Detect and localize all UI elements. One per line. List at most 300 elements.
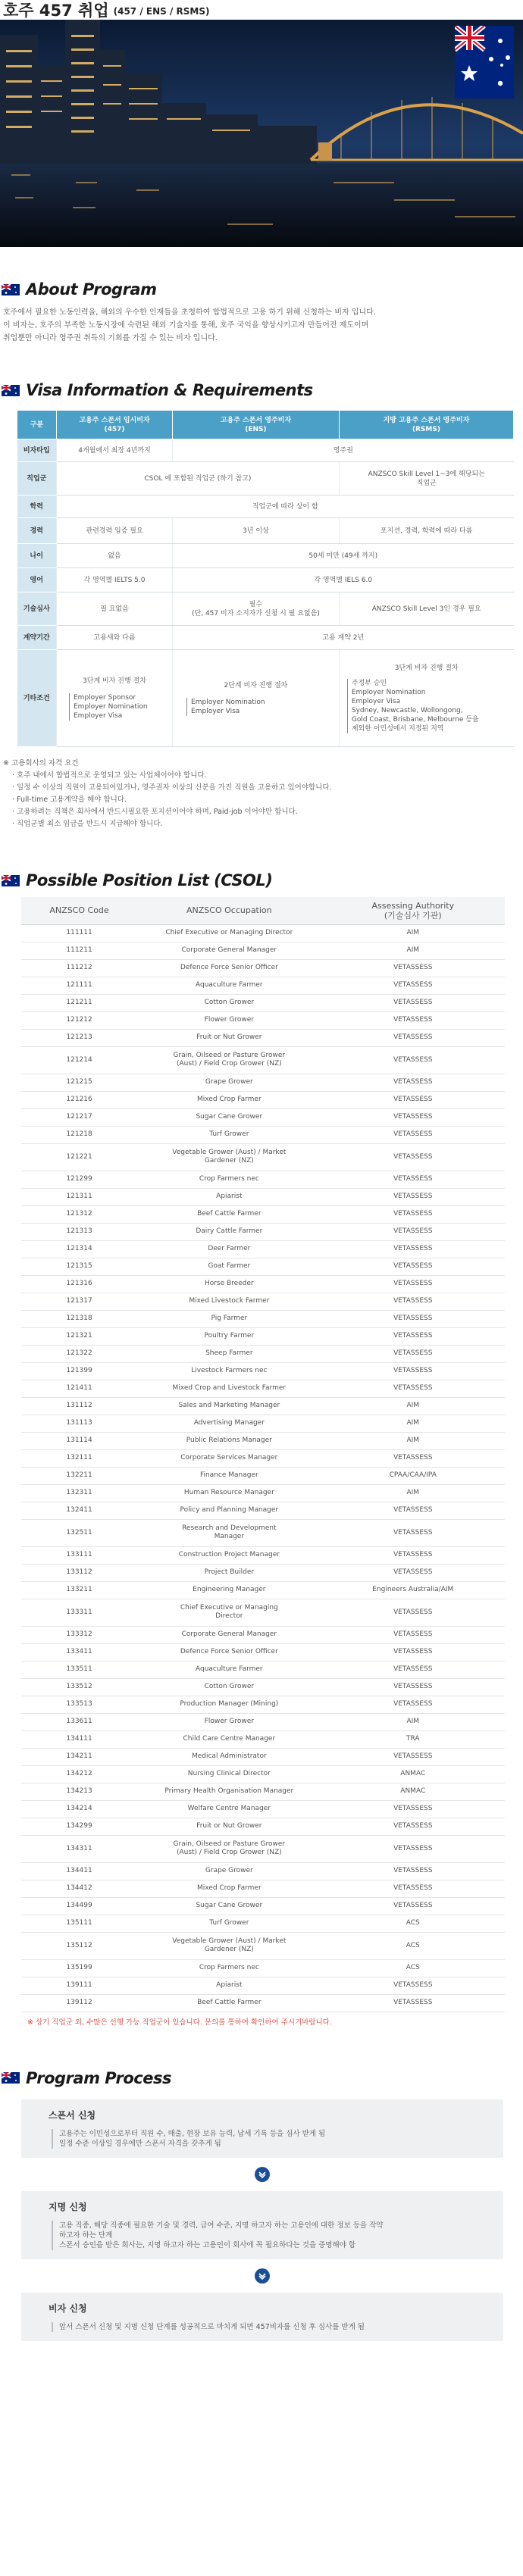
australian-flag-small-icon	[2, 385, 20, 396]
table-row	[21, 1932, 505, 1959]
cell-occupation: Grape Grower	[137, 1074, 321, 1091]
table-row	[21, 1362, 505, 1380]
cell-occupation: Crop Farmers nec	[137, 1171, 321, 1188]
cell-authority: VETASSESS	[321, 1011, 505, 1029]
cell-code: 131114	[21, 1432, 137, 1449]
table-row	[21, 1074, 505, 1091]
about-description	[0, 306, 523, 345]
cell-code: 133511	[21, 1661, 137, 1678]
step-arrow	[21, 2259, 503, 2293]
sydney-night-skyline-illustration	[0, 20, 523, 247]
cell-code: 121214	[21, 1046, 137, 1074]
visa-title: Visa Information & Requirements	[26, 381, 313, 399]
page-title: 호주 457 취업	[3, 2, 109, 20]
cell-authority: ACS	[321, 1915, 505, 1932]
cell-occupation: Construction Project Manager	[137, 1546, 321, 1564]
notes-item: · 호주 내에서 합법적으로 운영되고 있는 사업체이어야 합니다.	[12, 771, 207, 780]
procedure-item: Gold Coast, Brisbane, Melbourne 등을	[351, 715, 479, 724]
cell-authority: VETASSESS	[321, 1564, 505, 1581]
cell-occupation: Medical Administrator	[137, 1748, 321, 1765]
cell-code: 121322	[21, 1345, 137, 1362]
cell-authority: VETASSESS	[321, 1171, 505, 1188]
hero-image	[0, 20, 523, 247]
cell-authority: ACS	[321, 1959, 505, 1977]
table-row	[21, 942, 505, 959]
table-row	[21, 1415, 505, 1432]
cell-code: 133512	[21, 1678, 137, 1696]
cell-code: 121217	[21, 1108, 137, 1126]
visa-row-contract	[17, 626, 514, 650]
cell-authority: VETASSESS	[321, 1748, 505, 1765]
cell-ens: 3년 이상	[173, 518, 340, 544]
table-row	[21, 1661, 505, 1678]
table-row	[21, 1046, 505, 1074]
csol-title: Possible Position List (CSOL)	[26, 871, 273, 889]
cell-authority: VETASSESS	[321, 1643, 505, 1661]
cell-authority: VETASSESS	[321, 1126, 505, 1143]
row-label: 직업군	[17, 462, 57, 496]
cell-authority: VETASSESS	[321, 1502, 505, 1519]
cell-occupation: Livestock Farmers nec	[137, 1362, 321, 1380]
cell-code: 131113	[21, 1415, 137, 1432]
cell-code: 132511	[21, 1519, 137, 1546]
csol-table-body	[21, 924, 505, 2012]
cell-occupation: Turf Grower	[137, 1915, 321, 1932]
table-row	[21, 1748, 505, 1765]
col-header-authority: Assessing Authority (기술심사 기관)	[321, 897, 505, 924]
csol-heading	[0, 871, 523, 889]
cell-ens-rsms: 영주권	[173, 439, 514, 462]
cell-occupation: Mixed Crop Farmer	[137, 1880, 321, 1897]
table-row	[21, 1029, 505, 1046]
cell-457-ens: CSOL 에 포함된 직업군 (하기 참고)	[57, 462, 340, 496]
procedure-item: 제외한 이민성에서 지정된 지역	[351, 724, 444, 733]
table-row	[21, 1626, 505, 1643]
table-row	[21, 1449, 505, 1467]
cell-code: 121215	[21, 1074, 137, 1091]
col-header-ens: 고용주 스폰서 영주비자 (ENS)	[173, 411, 340, 439]
step-body	[52, 2221, 490, 2250]
cell-occupation: Poultry Farmer	[137, 1327, 321, 1345]
table-row	[21, 1599, 505, 1626]
cell-ens: 필수 (단, 457 비자 소지자가 신청 시 필 요없음)	[173, 592, 340, 626]
table-row	[21, 1897, 505, 1915]
cell-authority: VETASSESS	[321, 1835, 505, 1862]
cell-occupation: Grape Grower	[137, 1862, 321, 1880]
table-row	[21, 1091, 505, 1108]
cell-code: 135112	[21, 1932, 137, 1959]
table-row	[21, 1223, 505, 1240]
table-row	[21, 1994, 505, 2012]
cell-authority: VETASSESS	[321, 1818, 505, 1835]
cell-code: 121218	[21, 1126, 137, 1143]
cell-authority: VETASSESS	[321, 1362, 505, 1380]
visa-row-occupation	[17, 462, 514, 496]
cell-authority: VETASSESS	[321, 1223, 505, 1240]
process-steps	[0, 2099, 523, 2341]
cell-occupation: Research and Development Manager	[137, 1519, 321, 1546]
table-row	[21, 1643, 505, 1661]
about-line: 취업뿐만 아니라 영주권 취득의 기회를 가질 수 있는 비자 입니다.	[3, 334, 218, 342]
cell-occupation: Sugar Cane Grower	[137, 1108, 321, 1126]
table-row	[21, 1564, 505, 1581]
table-row	[21, 1581, 505, 1599]
cell-code: 133311	[21, 1599, 137, 1626]
row-label: 비자타입	[17, 439, 57, 462]
cell-code: 121321	[21, 1327, 137, 1345]
cell-occupation: Beef Cattle Farmer	[137, 1994, 321, 2012]
cell-authority: VETASSESS	[321, 1091, 505, 1108]
cell-occupation: Mixed Crop Farmer	[137, 1091, 321, 1108]
cell-authority: VETASSESS	[321, 959, 505, 977]
cell-authority: VETASSESS	[321, 1626, 505, 1643]
cell-authority: VETASSESS	[321, 1293, 505, 1310]
cell-authority: VETASSESS	[321, 1519, 505, 1546]
cell-authority: VETASSESS	[321, 1800, 505, 1818]
table-row	[21, 1546, 505, 1564]
cell-457: 고용새와 다름	[57, 626, 173, 650]
cell-code: 134214	[21, 1800, 137, 1818]
cell-authority: VETASSESS	[321, 1310, 505, 1327]
step-line: 앞서 스폰서 신청 및 지명 신청 단계를 성공적으로 마치게 되면 457비자를 신청 후 심사를 받게 됨	[59, 2322, 365, 2331]
cell-occupation: Finance Manager	[137, 1467, 321, 1484]
cell-code: 134412	[21, 1880, 137, 1897]
cell-authority: VETASSESS	[321, 1897, 505, 1915]
cell-code: 133513	[21, 1696, 137, 1713]
table-row	[21, 1765, 505, 1783]
cell-457	[57, 650, 173, 747]
table-row	[21, 1327, 505, 1345]
cell-code: 121111	[21, 977, 137, 994]
table-row	[21, 1502, 505, 1519]
cell-authority: VETASSESS	[321, 1661, 505, 1678]
cell-authority: VETASSESS	[321, 1275, 505, 1293]
cell-code: 135199	[21, 1959, 137, 1977]
row-label: 경력	[17, 518, 57, 544]
cell-authority: AIM	[321, 942, 505, 959]
cell-authority: VETASSESS	[321, 1345, 505, 1362]
cell-457: 4개월에서 최장 4년까지	[57, 439, 173, 462]
cell-code: 111212	[21, 959, 137, 977]
table-row	[21, 1205, 505, 1223]
australian-flag-small-icon	[2, 284, 20, 295]
cell-occupation: Welfare Centre Manager	[137, 1800, 321, 1818]
cell-code: 132111	[21, 1449, 137, 1467]
procedure-item: Sydney, Newcastle, Wollongong,	[351, 706, 463, 714]
table-row	[21, 1977, 505, 1994]
cell-ens-rsms: 50세 미만 (49세 까지)	[173, 544, 514, 568]
notes-item: · 직업군별 최소 임금을 반드시 지급해야 합니다.	[12, 820, 163, 828]
cell-occupation: Turf Grower	[137, 1126, 321, 1143]
table-row	[21, 1293, 505, 1310]
csol-header-row	[21, 897, 505, 924]
cell-occupation: Fruit or Nut Grower	[137, 1029, 321, 1046]
cell-occupation: Fruit or Nut Grower	[137, 1818, 321, 1835]
cell-code: 134299	[21, 1818, 137, 1835]
process-step-sponsor	[21, 2099, 503, 2158]
step-line: 스폰서 승인을 받은 회사는, 지명 하고자 하는 고용인이 회사에 꼭 필요하다는 것을 증명해야 함	[59, 2240, 356, 2249]
cell-authority: ANMAC	[321, 1765, 505, 1783]
cell-authority: VETASSESS	[321, 1205, 505, 1223]
visa-row-other	[17, 650, 514, 747]
cell-authority: ANMAC	[321, 1783, 505, 1800]
cell-authority: VETASSESS	[321, 977, 505, 994]
cell-code: 121317	[21, 1293, 137, 1310]
cell-authority: ACS	[321, 1932, 505, 1959]
cell-occupation: Child Care Centre Manager	[137, 1730, 321, 1748]
cell-code: 134211	[21, 1748, 137, 1765]
process-heading	[0, 2069, 523, 2087]
procedure-list	[186, 698, 334, 716]
cell-occupation: Flower Grower	[137, 1011, 321, 1029]
cell-authority: CPAA/CAA/IPA	[321, 1467, 505, 1484]
process-step-nomination	[21, 2191, 503, 2259]
cell-code: 139111	[21, 1977, 137, 1994]
cell-code: 134111	[21, 1730, 137, 1748]
notes-item: · 고용하려는 직책은 회사에서 반드시필요한 포지션이어야 하며, Paid-job 이어야만 합니다.	[12, 808, 298, 816]
table-row	[21, 994, 505, 1011]
cell-occupation: Cotton Grower	[137, 994, 321, 1011]
cell-code: 133611	[21, 1713, 137, 1730]
cell-code: 121318	[21, 1310, 137, 1327]
cell-rsms	[339, 650, 513, 747]
cell-authority: AIM	[321, 1484, 505, 1502]
table-row	[21, 1188, 505, 1205]
col-header-rsms: 지방 고용주 스폰서 영주비자 (RSMS)	[339, 411, 513, 439]
cell-code: 132411	[21, 1502, 137, 1519]
table-row	[21, 1519, 505, 1546]
cell-occupation: Corporate Services Manager	[137, 1449, 321, 1467]
cell-occupation: Pig Farmer	[137, 1310, 321, 1327]
table-row	[21, 1880, 505, 1897]
table-row	[21, 1713, 505, 1730]
table-row	[21, 1345, 505, 1362]
cell-occupation: Beef Cattle Farmer	[137, 1205, 321, 1223]
cell-occupation: Dairy Cattle Farmer	[137, 1223, 321, 1240]
procedure-item: Employer Sponsor	[74, 693, 136, 702]
cell-occupation: Production Manager (Mining)	[137, 1696, 321, 1713]
cell-code: 133411	[21, 1643, 137, 1661]
visa-row-age	[17, 544, 514, 568]
cell-authority: VETASSESS	[321, 1546, 505, 1564]
cell-occupation: Goat Farmer	[137, 1258, 321, 1275]
cell-authority: VETASSESS	[321, 1240, 505, 1258]
cell-occupation: Corporate General Manager	[137, 942, 321, 959]
notes-heading: ※ 고용회사의 자격 요건	[3, 759, 79, 767]
visa-row-english	[17, 568, 514, 592]
cell-code: 121211	[21, 994, 137, 1011]
table-row	[21, 1959, 505, 1977]
step-arrow	[21, 2158, 503, 2191]
cell-authority: VETASSESS	[321, 1862, 505, 1880]
cell-occupation: Flower Grower	[137, 1713, 321, 1730]
chevron-down-icon	[255, 2268, 270, 2284]
table-row	[21, 1484, 505, 1502]
table-row	[21, 1467, 505, 1484]
visa-table-header-row	[17, 411, 514, 439]
cell-457: 필 요없음	[57, 592, 173, 626]
cell-occupation: Defence Force Senior Officer	[137, 1643, 321, 1661]
step-body	[52, 2129, 490, 2149]
cell-code: 121213	[21, 1029, 137, 1046]
cell-code: 121411	[21, 1380, 137, 1397]
table-row	[21, 1432, 505, 1449]
table-row	[21, 1800, 505, 1818]
cell-occupation: Vegetable Grower (Aust) / Market Gardener (NZ)	[137, 1932, 321, 1959]
col-header-category: 구분	[17, 411, 57, 439]
about-line: 호주에서 필요한 노동인력을, 해외의 우수한 인재들을 초청하여 합법적으로 고용 하기 위해 신청하는 비자 입니다.	[3, 308, 377, 317]
table-row	[21, 1258, 505, 1275]
cell-authority: VETASSESS	[321, 1143, 505, 1171]
step-line: 고용주는 이민성으로부터 직원 수, 매출, 현장 보유 능력, 납세 기록 등을 심사 받게 됨	[59, 2129, 326, 2138]
step-line: 하고자 하는 단계	[59, 2231, 113, 2240]
cell-rsms: ANZSCO Skill Level 1~3에 해당되는 직업군	[339, 462, 513, 496]
col-header-code: ANZSCO Code	[21, 897, 137, 924]
procedure-item: Employer Nomination	[74, 702, 148, 711]
cell-occupation: Policy and Planning Manager	[137, 1502, 321, 1519]
table-row	[21, 1310, 505, 1327]
cell-occupation: Vegetable Grower (Aust) / Market Gardener (NZ)	[137, 1143, 321, 1171]
cell-authority: VETASSESS	[321, 1599, 505, 1626]
cell-457: 관련경력 입증 필요	[57, 518, 173, 544]
cell-457: 각 영역별 IELTS 5.0	[57, 568, 173, 592]
cell-occupation: Human Resource Manager	[137, 1484, 321, 1502]
col-header-occupation: ANZSCO Occupation	[137, 897, 321, 924]
cell-authority: VETASSESS	[321, 1046, 505, 1074]
cell-occupation: Nursing Clinical Director	[137, 1765, 321, 1783]
about-title: About Program	[26, 280, 157, 299]
cell-code: 121299	[21, 1171, 137, 1188]
cell-code: 134213	[21, 1783, 137, 1800]
table-row	[21, 924, 505, 942]
cell-authority: AIM	[321, 1415, 505, 1432]
csol-note: ※ 상기 직업군 외, 수많은 선행 가능 직업군이 있습니다. 문의를 통하여 확인하여 주시기바랍니다.	[27, 2018, 332, 2027]
cell-code: 132211	[21, 1467, 137, 1484]
cell-occupation: Apiarist	[137, 1977, 321, 1994]
cell-code: 134499	[21, 1897, 137, 1915]
cell-authority: TRA	[321, 1730, 505, 1748]
cell-occupation: Aquaculture Farmer	[137, 1661, 321, 1678]
cell-occupation: Grain, Oilseed or Pasture Grower (Aust) / Field Crop Grower (NZ)	[137, 1046, 321, 1074]
about-line: 이 비자는, 호주의 부족한 노동시장에 숙련된 해외 기술자를 통해, 호주 국익을 향상시키고자 만들어진 제도이며	[3, 321, 369, 330]
row-label: 기술심사	[17, 592, 57, 626]
row-label: 나이	[17, 544, 57, 568]
employer-requirements-notes	[0, 747, 523, 830]
cell-ens-rsms: 고용 계약 2년	[173, 626, 514, 650]
cell-code: 121216	[21, 1091, 137, 1108]
cell-authority: Engineers Australia/AIM	[321, 1581, 505, 1599]
visa-row-education	[17, 496, 514, 518]
cell-authority: VETASSESS	[321, 994, 505, 1011]
australian-flag-small-icon	[2, 2072, 20, 2084]
chevron-down-icon	[255, 2167, 270, 2182]
visa-row-type	[17, 439, 514, 462]
cell-rsms: ANZSCO Skill Level 3인 경우 필요	[339, 592, 513, 626]
cell-occupation: Apiarist	[137, 1188, 321, 1205]
step-body	[52, 2322, 490, 2332]
cell-authority: VETASSESS	[321, 1977, 505, 1994]
col-header-457: 고용주 스폰서 임시비자 (457)	[57, 411, 173, 439]
cell-occupation: Primary Health Organisation Manager	[137, 1783, 321, 1800]
cell-ens-rsms: 각 영역별 IELS 6.0	[173, 568, 514, 592]
cell-authority: VETASSESS	[321, 1327, 505, 1345]
table-row	[21, 1818, 505, 1835]
cell-code: 121312	[21, 1205, 137, 1223]
cell-code: 133111	[21, 1546, 137, 1564]
cell-code: 121314	[21, 1240, 137, 1258]
procedure-heading: 2단계 비자 진행 절차	[224, 681, 288, 689]
cell-authority: VETASSESS	[321, 1994, 505, 2012]
cell-code: 121212	[21, 1011, 137, 1029]
process-step-visa	[21, 2293, 503, 2341]
row-label: 영어	[17, 568, 57, 592]
cell-code: 134411	[21, 1862, 137, 1880]
cell-occupation: Sugar Cane Grower	[137, 1897, 321, 1915]
step-line: 일정 수준 이상일 경우에만 스폰서 자격을 갖추게 됨	[59, 2139, 221, 2148]
cell-code: 139112	[21, 1994, 137, 2012]
cell-authority: VETASSESS	[321, 1880, 505, 1897]
cell-occupation: Chief Executive or Managing Director	[137, 1599, 321, 1626]
cell-code: 134311	[21, 1835, 137, 1862]
cell-code: 135111	[21, 1915, 137, 1932]
cell-code: 134212	[21, 1765, 137, 1783]
step-title: 비자 신청	[49, 2302, 87, 2314]
cell-code: 111211	[21, 942, 137, 959]
table-row	[21, 977, 505, 994]
cell-code: 111111	[21, 924, 137, 942]
cell-authority: VETASSESS	[321, 1029, 505, 1046]
cell-occupation: Cotton Grower	[137, 1678, 321, 1696]
table-row	[21, 1240, 505, 1258]
cell-occupation: Mixed Livestock Farmer	[137, 1293, 321, 1310]
cell-occupation: Chief Executive or Managing Director	[137, 924, 321, 942]
table-row	[21, 1730, 505, 1748]
visa-requirements-table	[17, 410, 514, 747]
cell-authority: AIM	[321, 924, 505, 942]
cell-occupation: Deer Farmer	[137, 1240, 321, 1258]
cell-code: 132311	[21, 1484, 137, 1502]
cell-code: 121313	[21, 1223, 137, 1240]
process-title: Program Process	[26, 2068, 171, 2087]
cell-code: 121311	[21, 1188, 137, 1205]
table-row	[21, 1275, 505, 1293]
cell-authority: VETASSESS	[321, 1108, 505, 1126]
procedure-item: 주정부 승인	[351, 679, 387, 687]
row-label: 학력	[17, 496, 57, 518]
table-row	[21, 1126, 505, 1143]
row-label: 계약기간	[17, 626, 57, 650]
procedure-heading: 3단계 비자 진행 절차	[394, 664, 459, 672]
visa-heading	[0, 381, 523, 399]
page-title-bar	[0, 0, 523, 20]
table-row	[21, 1835, 505, 1862]
cell-code: 121315	[21, 1258, 137, 1275]
csol-table	[21, 897, 505, 2012]
cell-code: 121221	[21, 1143, 137, 1171]
cell-authority: VETASSESS	[321, 1074, 505, 1091]
cell-occupation: Public Relations Manager	[137, 1432, 321, 1449]
cell-occupation: Project Builder	[137, 1564, 321, 1581]
procedure-list	[69, 693, 168, 721]
table-row	[21, 1696, 505, 1713]
cell-occupation: Mixed Crop and Livestock Farmer	[137, 1380, 321, 1397]
table-row	[21, 1915, 505, 1932]
table-row	[21, 959, 505, 977]
cell-code: 133312	[21, 1626, 137, 1643]
cell-authority: VETASSESS	[321, 1678, 505, 1696]
cell-occupation: Sales and Marketing Manager	[137, 1397, 321, 1415]
cell-code: 121399	[21, 1362, 137, 1380]
